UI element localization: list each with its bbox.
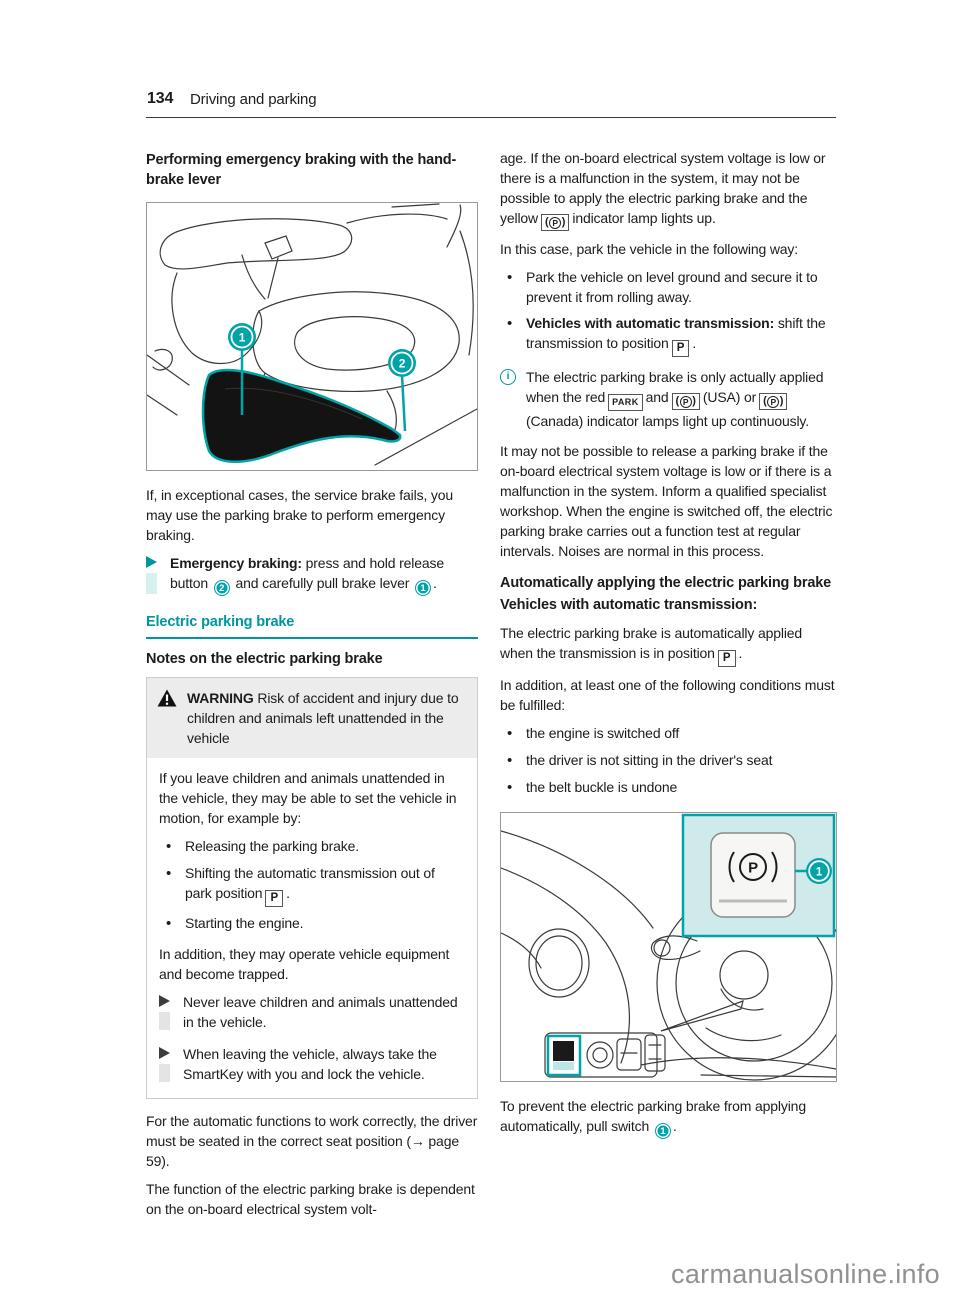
paragraph: In addition, at least one of the following conditions must be fulfilled: [500, 677, 835, 713]
list-item: • Vehicles with automatic transmission: shift the transmission to position P . [500, 313, 838, 357]
watermark: carmanualsonline.info [671, 1259, 940, 1289]
list-item: • the belt buckle is undone [500, 777, 838, 798]
figure1-callout-1 [228, 323, 256, 351]
info-note [500, 367, 838, 431]
warning-box [146, 677, 478, 1099]
instruction-text: Emergency braking: press and hold release button 2 and carefully pull brake lever 1 . [170, 555, 445, 594]
chapter-title: Driving and parking [190, 91, 317, 108]
list-item: • Shifting the automatic transmission out of park position P . [159, 863, 465, 907]
instruction-item: When leaving the vehicle, always take the SmartKey with you and lock the vehicle. [159, 1044, 465, 1084]
callout-1-badge: 1 [655, 1123, 671, 1139]
instruction-emergency-braking [146, 553, 478, 596]
arrow-bullet-icon [159, 1044, 170, 1084]
bullet-dot-icon [500, 777, 526, 798]
p-position-icon: P [718, 650, 736, 667]
dashboard-illustration [501, 813, 836, 1081]
page-number: 134 [147, 90, 174, 107]
paragraph: In addition, they may operate vehicle equipment and become trapped. [159, 946, 450, 982]
list-item: • Starting the engine. [159, 913, 465, 934]
svg-text:P: P [748, 859, 758, 877]
paragraph: If you leave children and animals unattended in the vehicle, they may be able to set the vehicle in motion, for example by: [159, 770, 457, 826]
bullet-dot-icon [159, 913, 185, 934]
section-heading-electric-parking-brake: Electric parking brake [146, 612, 478, 639]
svg-text:1: 1 [238, 330, 246, 345]
bullet-dot-icon [159, 836, 185, 857]
list-item: • the driver is not sitting in the driver's seat [500, 750, 838, 771]
p-position-icon: P [265, 890, 283, 907]
info-icon: i [500, 369, 516, 385]
subsection-heading-auto-apply: Automatically applying the electric parking brake [500, 575, 832, 591]
figure-handbrake-lever [146, 202, 478, 471]
bullet-dot-icon [159, 863, 185, 907]
paragraph: The function of the electric parking brake is dependent on the on-board electrical system volt- [146, 1181, 475, 1217]
bullet-dot-icon [500, 313, 526, 357]
figure-dashboard-parking-brake [500, 812, 837, 1082]
section-heading-emergency-braking: Performing emergency braking with the hand-brake lever [146, 152, 457, 188]
svg-text:2: 2 [398, 356, 406, 371]
right-column [500, 148, 838, 1147]
parking-brake-indicator-icon: ( P ) [759, 393, 787, 410]
svg-text:1: 1 [815, 866, 823, 879]
highlighted-switch [553, 1041, 574, 1061]
callout-2-badge: 2 [214, 580, 230, 596]
instruction-item: Never leave children and animals unattended in the vehicle. [159, 992, 465, 1032]
paragraph: It may not be possible to release a parking brake if the on-board electrical system voltage is low or if there is a malfunction in the system. Inform a qualified specialist workshop. When the engine is switched off, the electric parking brake carries out a function test at regular intervals. Noises are normal in this process. [500, 443, 833, 559]
list-item: • Park the vehicle on level ground and secure it to prevent it from rolling away. [500, 267, 838, 307]
warning-body [147, 758, 477, 1098]
paragraph: age. If the on-board electrical system voltage is low or there is a malfunction in the system, it may not be possible to apply the electric parking brake and the yellow ( P ) indicator lamp lights up. [500, 148, 838, 231]
bullet-dot-icon [500, 267, 526, 307]
paragraph: The electric parking brake is automatically applied when the transmission is in position P . [500, 623, 838, 667]
handbrake-boot-shape [203, 370, 400, 462]
paragraph: In this case, park the vehicle in the following way: [500, 241, 799, 257]
p-position-icon: P [672, 340, 690, 357]
figure1-callout-2 [388, 349, 416, 377]
left-column [146, 148, 478, 1227]
subsection-heading-auto-transmission: Vehicles with automatic transmission: [500, 597, 758, 613]
park-indicator-icon: PARK [608, 394, 642, 411]
callout-1-badge: 1 [415, 580, 431, 596]
paragraph: If, in exceptional cases, the service brake fails, you may use the parking brake to perform emergency braking. [146, 487, 454, 543]
info-text: The electric parking brake is only actually applied when the red PARK and ( P ) (USA) or ( P )(Canada) indicator lamps light up continuously. [526, 367, 838, 431]
bullet-dot-icon [500, 723, 526, 744]
parking-brake-indicator-icon: ( P ) [672, 393, 700, 410]
list-item: • Releasing the parking brake. [159, 836, 465, 857]
parking-brake-button-inset [683, 815, 834, 936]
warning-triangle-icon [157, 688, 187, 748]
bullet-dot-icon [500, 750, 526, 771]
arrow-bullet-icon [159, 992, 170, 1032]
arrow-bullet-icon [146, 553, 157, 596]
list-item: • the engine is switched off [500, 723, 838, 744]
header-rule [146, 117, 836, 118]
figure2-callout-1 [806, 858, 832, 884]
handbrake-lever-illustration [147, 203, 477, 470]
parking-brake-indicator-icon: ( P ) [541, 214, 569, 231]
paragraph: For the automatic functions to work correctly, the driver must be seated in the correct seat position (→ page 59). [146, 1113, 478, 1169]
paragraph: To prevent the electric parking brake from applying automatically, pull switch 1 . [500, 1098, 806, 1137]
warning-header [147, 678, 477, 758]
subsection-heading-notes: Notes on the electric parking brake [146, 651, 383, 667]
warning-title: WARNING Risk of accident and injury due to children and animals left unattended in the vehicle [187, 690, 459, 746]
